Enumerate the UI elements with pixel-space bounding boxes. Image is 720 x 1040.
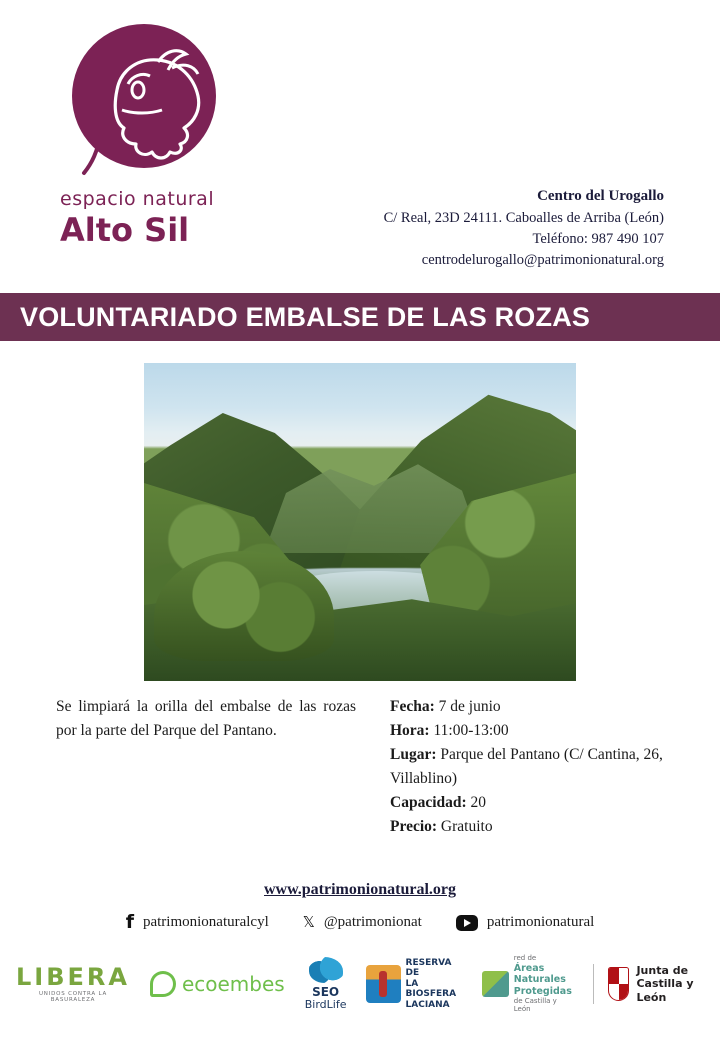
event-info (0, 695, 720, 839)
libera-tagline: UNIDOS CONTRA LA BASURALEZA (38, 991, 108, 1003)
event-description: Se limpiará la orilla del embalse de las rozas por la parte del Parque del Pantano. (56, 698, 356, 740)
anp-line1: Áreas (513, 962, 545, 974)
castilla-leon-shield-icon (608, 967, 629, 1001)
contact-center-name: Centro del Urogallo (537, 188, 664, 204)
detail-label-fecha: Fecha: (390, 698, 435, 715)
jcyl-line2: Castilla y León (636, 977, 694, 1004)
youtube-icon (456, 915, 478, 931)
logo-reserva-biosfera (366, 958, 462, 1010)
reserva-line1: RESERVA DE (405, 958, 452, 979)
social-facebook[interactable] (126, 913, 269, 932)
anp-small: red de (513, 954, 537, 963)
logo-junta-castilla-leon (593, 964, 704, 1004)
detail-label-precio: Precio: (390, 818, 438, 836)
seo-line1: SEO (312, 985, 340, 1000)
detail-label-hora: Hora: (390, 722, 430, 740)
logo-seo-birdlife (305, 957, 347, 1010)
logo-line-altosil: Alto Sil (60, 210, 190, 249)
logo-libera (16, 965, 130, 1003)
libera-name: LIBERA (16, 963, 130, 991)
social-x[interactable] (303, 914, 422, 931)
reserva-line3: LACIANA (405, 999, 450, 1010)
detail-value-lugar: Parque del Pantano (C/ Cantina, 26, Villablino) (390, 746, 663, 788)
detail-label-lugar: Lugar: (390, 746, 437, 764)
capercaillie-grouse-circle-icon (62, 18, 227, 183)
ecoembes-leaf-icon (150, 971, 176, 997)
anp-line2: Naturales (513, 974, 566, 986)
alto-sil-logo (52, 18, 272, 268)
poster-header (0, 0, 720, 285)
detail-row (390, 719, 664, 743)
facebook-icon: f (125, 911, 134, 934)
social-x-handle: @patrimonionat (323, 914, 422, 931)
logo-ecoembes (150, 971, 285, 997)
contact-address: C/ Real, 23D 24111. Caboalles de Arriba (León) (383, 209, 664, 226)
logo-line-espacio: espacio natural (60, 188, 215, 210)
detail-value-fecha: 7 de junio (438, 698, 501, 715)
contact-phone: Teléfono: 987 490 107 (532, 230, 664, 247)
social-links (0, 913, 720, 932)
bird-icon (309, 957, 343, 983)
anp-emblem-icon (482, 971, 509, 997)
social-youtube[interactable] (456, 914, 594, 931)
anp-line3: Protegidas (513, 985, 572, 997)
detail-value-precio: Gratuito (440, 818, 493, 836)
anp-line4: de Castilla y León (513, 996, 557, 1014)
detail-row (390, 791, 664, 815)
detail-row (390, 743, 664, 791)
detail-row (390, 815, 664, 839)
detail-value-capacidad: 20 (470, 794, 487, 812)
detail-label-capacidad: Capacidad: (390, 794, 467, 812)
logo-areas-naturales-protegidas (482, 954, 573, 1013)
website-link[interactable]: www.patrimonionatural.org (264, 881, 456, 899)
event-details (390, 695, 664, 839)
ecoembes-name: ecoembes (181, 972, 285, 996)
seo-line2: BirdLife (304, 998, 347, 1012)
logo-wordmark (60, 189, 272, 249)
detail-value-hora: 11:00-13:00 (433, 722, 509, 740)
detail-row (390, 695, 664, 719)
reserva-line2: LA BIOSFERA (405, 978, 457, 1000)
event-photo (144, 363, 576, 681)
page-title: VOLUNTARIADO EMBALSE DE LAS ROZAS (20, 301, 591, 332)
jcyl-line1: Junta de (636, 964, 689, 978)
poster-title-band (0, 293, 720, 341)
social-facebook-handle: patrimonionaturalcyl (142, 914, 269, 931)
contact-email[interactable]: centrodelurogallo@patrimonionatural.org (421, 251, 664, 268)
x-twitter-icon: 𝕏 (302, 913, 315, 932)
social-youtube-handle: patrimonionatural (486, 914, 595, 931)
sponsor-logos (0, 944, 720, 1024)
mab-unesco-icon (366, 965, 400, 1003)
contact-block (384, 186, 664, 271)
